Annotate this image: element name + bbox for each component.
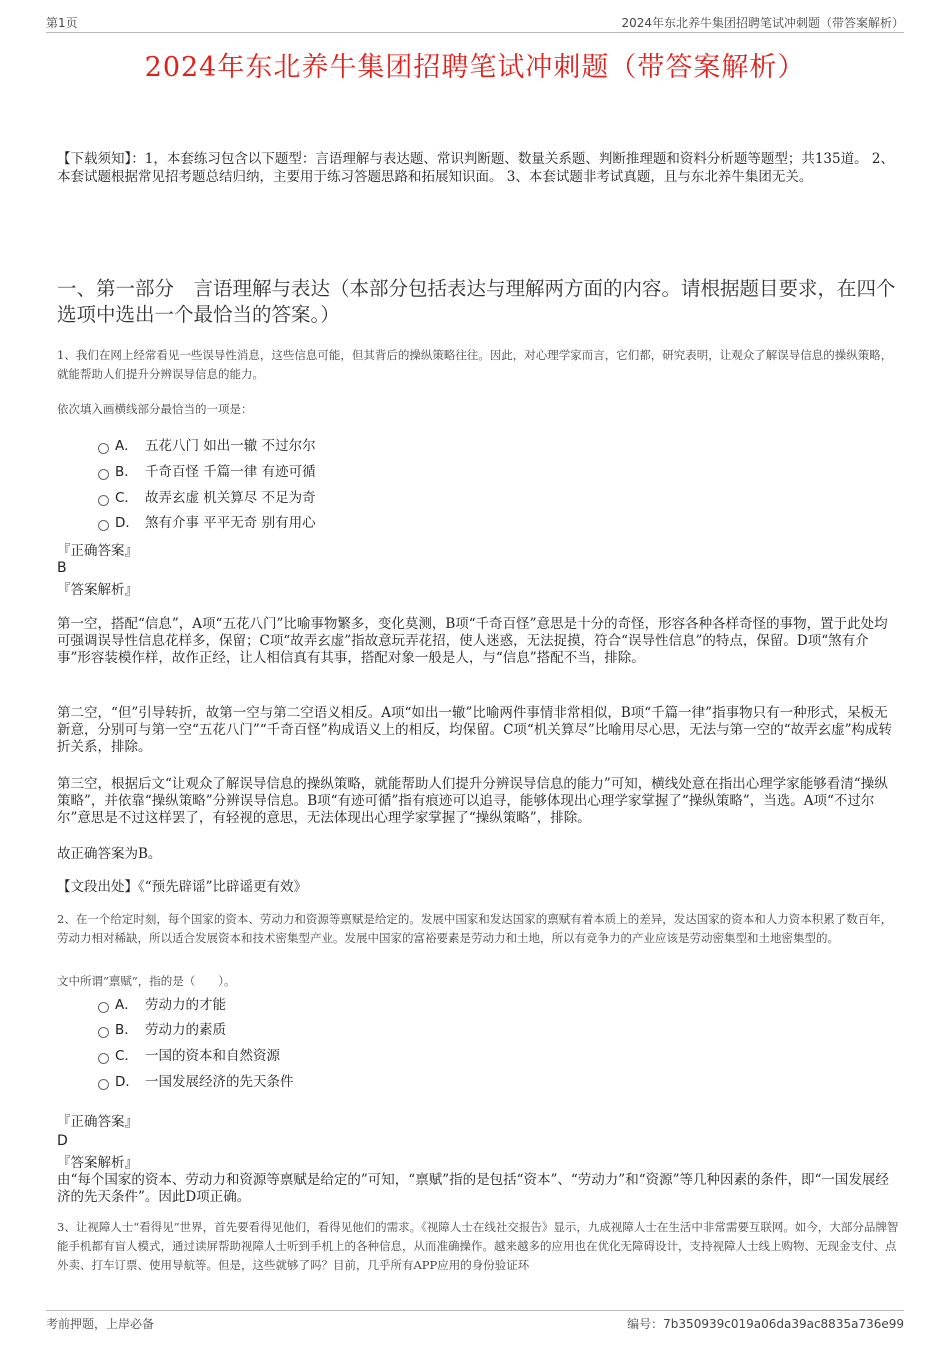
q1-analysis-label: 『答案解析』 [57,582,138,598]
q2-prompt: 文中所谓“禀赋”，指的是（ ）。 [57,974,236,988]
page-header [46,12,904,33]
q1-source: 【文段出处】《“预先辟谣”比辟谣更有效》 [57,879,308,895]
q1-analysis-p2: 第二空，“但”引导转折，故第一空与第二空语义相反。A项“如出一辙”比喻两件事情非常相似，B项“千篇一律”指事物只有一种形式，呆板无新意，分别可与第一空“五花八门”“千奇百怪”构成语义上的相反，均保留。C项“机关算尽”比喻用尽心思，无法与第一空的“故弄玄虚”构成转折关系，排除。 [57,705,893,755]
document-title: 2024年东北养牛集团招聘笔试冲刺题（带答案解析） [144,52,806,83]
section-heading: 一、第一部分 言语理解与表达（本部分包括表达与理解两方面的内容。请根据题目要求，在四个选项中选出一个最恰当的答案。） [57,277,896,326]
option-text: 一国的资本和自然资源 [145,1048,280,1064]
download-notice: 【下载须知】：1，本套练习包含以下题型：言语理解与表达题、常识判断题、数量关系题、判断推理题和资料分析题等题型；共135道。 2、本套试题根据常见招考题总结归纳，主要用于练习答题思路和拓展知识面。 3、本套试题非考试真题，且与东北养牛集团无关。 [57,151,894,185]
option-letter: A． [115,438,138,454]
radio-icon[interactable] [98,469,109,480]
page-footer [46,1310,904,1331]
radio-icon[interactable] [98,1027,109,1038]
header-doc-title: 2024年东北养牛集团招聘笔试冲刺题（带答案解析） [621,16,904,30]
q1-answer: B [57,560,67,576]
option-letter: C． [115,1048,138,1064]
option-letter: C． [115,490,138,506]
option-letter: D． [115,1074,139,1090]
q2-analysis: 由“每个国家的资本、劳动力和资源等禀赋是给定的”可知，“禀赋”指的是包括“资本”、“劳动力”和“资源”等几种因素的条件，即“一国发展经济的先天条件”。因此D项正确。 [57,1172,889,1205]
radio-icon[interactable] [98,495,109,506]
q1-stem: 1、我们在网上经常看见一些误导性消息，这些信息可能，但其背后的操纵策略往往。因此，对心理学家而言，它们都，研究表明，让观众了解误导信息的操纵策略，就能帮助人们提升分辨误导信息的能力。 [57,348,893,381]
radio-icon[interactable] [98,1053,109,1064]
q1-option-a[interactable] [98,436,316,456]
option-letter: B． [115,464,138,480]
q2-answer-label: 『正确答案』 [57,1114,138,1130]
q2-option-c[interactable] [98,1046,280,1066]
footer-doc-id: 编号：7b350939c019a06da39ac8835a736e99 [627,1317,904,1331]
page-number: 第1页 [46,16,78,30]
option-text: 煞有介事 平平无奇 别有用心 [145,515,316,531]
q1-conclusion: 故正确答案为B。 [57,846,162,862]
radio-icon[interactable] [98,443,109,454]
option-text: 五花八门 如出一辙 不过尔尔 [145,438,316,454]
q2-answer: D [57,1133,68,1149]
q1-analysis-p1: 第一空，搭配“信息”，A项“五花八门”比喻事物繁多，变化莫测，B项“千奇百怪”意思是十分的奇怪，形容各种各样奇怪的事物，置于此处均可强调误导性信息花样多，保留；C项“故弄玄虚”指故意玩弄花招，使人迷惑，无法捉摸，符合“误导性信息”的特点，保留。D项“煞有介事”形容装模作样，故作正经，让人相信真有其事，搭配对象一般是人，与“信息”搭配不当，排除。 [57,616,888,666]
q1-analysis-p3: 第三空，根据后文“让观众了解误导信息的操纵策略，就能帮助人们提升分辨误导信息的能力”可知，横线处意在指出心理学家能够看清“操纵策略”，并依靠“操纵策略”分辨误导信息。B项“有迹可循”指有痕迹可以追寻，能够体现出心理学家掌握了“操纵策略”，当选。A项“不过尔尔”意思是不过这样罢了，有轻视的意思，无法体现出心理学家掌握了“操纵策略”，排除。 [57,776,888,826]
q2-option-a[interactable] [98,995,226,1015]
footer-slogan: 考前押题，上岸必备 [46,1317,155,1331]
option-text: 劳动力的才能 [145,997,226,1013]
q2-option-d[interactable] [98,1072,294,1092]
q1-option-c[interactable] [98,488,316,508]
q1-option-b[interactable] [98,462,316,482]
option-letter: A． [115,997,138,1013]
option-text: 故弄玄虚 机关算尽 不足为奇 [145,490,316,506]
option-letter: D． [115,515,139,531]
option-letter: B． [115,1022,138,1038]
radio-icon[interactable] [98,1079,109,1090]
option-text: 一国发展经济的先天条件 [145,1074,294,1090]
option-text: 千奇百怪 千篇一律 有迹可循 [145,464,316,480]
radio-icon[interactable] [98,520,109,531]
q1-prompt: 依次填入画横线部分最恰当的一项是： [57,402,253,416]
q2-stem: 2、在一个给定时刻，每个国家的资本、劳动力和资源等禀赋是给定的。发展中国家和发达国家的禀赋有着本质上的差异，发达国家的资本和人力资本积累了数百年，劳动力相对稀缺，所以适合发展资本和技术密集型产业。发展中国家的富裕要素是劳动力和土地，所以有竞争力的产业应该是劳动密集型和土地密集型的。 [57,912,893,945]
q1-option-d[interactable] [98,513,316,533]
q2-analysis-label: 『答案解析』 [57,1155,138,1171]
q1-answer-label: 『正确答案』 [57,543,138,559]
radio-icon[interactable] [98,1002,109,1013]
option-text: 劳动力的素质 [145,1022,226,1038]
q2-option-b[interactable] [98,1020,226,1040]
q3-stem: 3、让视障人士“看得见”世界，首先要看得见他们，看得见他们的需求。《视障人士在线社交报告》显示，九成视障人士在生活中非常需要互联网。如今，大部分品牌智能手机都有盲人模式，通过读屏帮助视障人士听到手机上的各种信息，从而准确操作。越来越多的应用也在优化无障碍设计，支持视障人士线上购物、无现金支付、点外卖、打车订票、使用导航等。但是，这些就够了吗？目前，几乎所有APP应用的身份验证环 [57,1220,899,1272]
